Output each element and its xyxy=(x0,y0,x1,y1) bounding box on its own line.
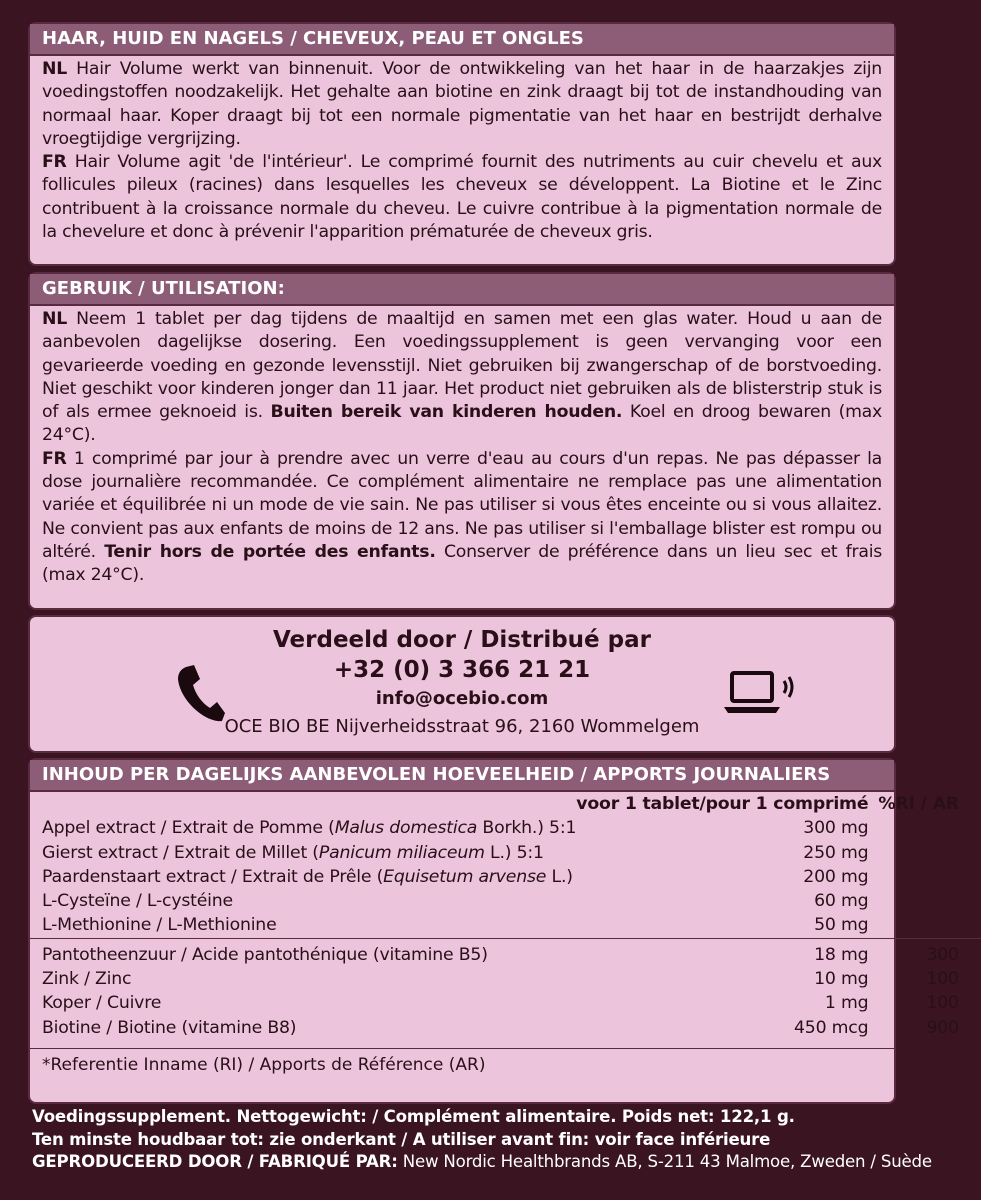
nutrition-row xyxy=(30,865,981,889)
ingredient-name xyxy=(30,938,576,967)
nutrition-panel xyxy=(28,758,959,1104)
benefits-nl-paragraph xyxy=(42,58,882,151)
ingredient-quantity: 10 mg xyxy=(814,969,869,990)
ingredient-quantity: 300 mg xyxy=(803,818,869,839)
nutrition-row xyxy=(30,991,981,1015)
benefits-title: HAAR, HUID EN NAGELS / CHEVEUX, PEAU ET ONGLES xyxy=(30,24,894,56)
fr-tag: FR xyxy=(42,152,67,173)
benefits-nl-text: Hair Volume werkt van binnenuit. Voor de ontwikkeling van het haar in de haarzakjes zijn voedingstoffen noodzakelijk. Het gehalte aan biotine en zink draagt bij tot de instandhouding van normaal haar. Koper draagt bij tot een normale pigmentatie van het haar en bestrijdt derhalve vroegtijdige vergrijzing. xyxy=(42,59,882,149)
benefits-fr-text: Hair Volume agit 'de l'intérieur'. Le comprimé fournit des nutriments au cuir chevelu et aux follicules pileux (racines) dans lesquelles les cheveux se développent. La Biotine et le Zinc contribuent à la croissance normale du cheveu. Le cuivre contribue à la pigmentation normale de la chevelure et donc à prévenir l'apparition prématurée de cheveux gris. xyxy=(42,152,882,243)
ingredient-quantity: 200 mg xyxy=(803,866,869,887)
ingredient-name-text: Paardenstaart extract / Extrait de Prêle ( xyxy=(42,866,384,887)
usage-title: GEBRUIK / UTILISATION: xyxy=(30,274,894,306)
nutrition-footnote: *Referentie Inname (RI) / Apports de Référence (AR) xyxy=(30,1048,894,1077)
ingredient-name xyxy=(30,865,576,889)
ingredient-name-suffix: Borkh.) 5:1 xyxy=(477,818,577,839)
ingredient-ri xyxy=(878,841,980,865)
distributor-address: OCE BIO BE Nijverheidsstraat 96, 2160 Wommelgem xyxy=(224,716,700,737)
ingredient-ri xyxy=(878,889,980,913)
footer-producer xyxy=(32,1151,932,1174)
footer-net-weight: Voedingssupplement. Nettogewicht: / Complément alimentaire. Poids net: 122,1 g. xyxy=(32,1107,795,1126)
nutrition-row xyxy=(30,816,981,840)
distributor-email[interactable]: info@ocebio.com xyxy=(375,688,549,709)
footer-producer-label: GEPRODUCEERD DOOR / FABRIQUÉ PAR: xyxy=(32,1152,398,1171)
ingredient-latin-name: Panicum miliaceum xyxy=(318,842,485,863)
usage-fr-storage: Conserver de préférence dans un lieu sec et frais (max 24°C). xyxy=(42,541,882,586)
usage-nl-paragraph xyxy=(42,308,882,448)
footer-producer-text: New Nordic Healthbrands AB, S-211 43 Malmoe, Zweden / Suède xyxy=(402,1152,932,1171)
usage-panel xyxy=(28,272,896,610)
usage-fr-warning: Tenir hors de portée des enfants. xyxy=(104,541,436,562)
nutrition-row xyxy=(30,938,981,967)
usage-fr-text: 1 comprimé par jour à prendre avec un verre d'eau au cours d'un repas. Ne pas dépasser la dose journalière recommandée. Ce complément alimentaire ne remplace pas une alimentation variée et équilibrée ni un mode de vie sain. Ne pas utiliser si vous êtes enceinte ou si vous allaitez. Ne convient pas aux enfants de moins de 12 ans. Ne pas utiliser si l'emballage blister est rompu ou altéré. xyxy=(42,448,882,562)
ingredient-name xyxy=(30,816,576,840)
nutrition-row xyxy=(30,913,981,938)
ingredient-quantity: 450 mcg xyxy=(793,1017,869,1038)
benefits-panel xyxy=(28,22,896,266)
ingredient-name-text: Koper / Cuivre xyxy=(42,993,162,1014)
ingredient-quantity: 250 mg xyxy=(803,842,869,863)
ingredient-quantity: 1 mg xyxy=(824,993,869,1014)
usage-nl-storage: Koel en droog bewaren (max 24°C). xyxy=(42,402,882,446)
ingredient-quantity: 60 mg xyxy=(814,891,869,912)
distribution-panel xyxy=(28,615,896,753)
fr-tag: FR xyxy=(42,448,67,469)
ingredient-name-text: Appel extract / Extrait de Pomme ( xyxy=(42,818,335,839)
ingredient-ri: 300 xyxy=(878,938,980,967)
ingredient-name-text: Pantotheenzuur / Acide pantothénique (vitamine B5) xyxy=(42,944,488,965)
ingredient-name-text: Biotine / Biotine (vitamine B8) xyxy=(42,1017,297,1038)
ingredient-ri xyxy=(878,816,980,840)
ingredient-name xyxy=(30,841,576,865)
ingredient-ri: 100 xyxy=(926,969,959,990)
benefits-fr-paragraph xyxy=(42,151,882,244)
nutrition-row xyxy=(30,889,981,913)
nutrition-row xyxy=(30,967,981,991)
ingredient-ri xyxy=(878,865,980,889)
nl-tag: NL xyxy=(42,59,67,79)
nutrition-table xyxy=(30,792,981,1040)
ingredient-quantity: 50 mg xyxy=(814,915,869,936)
ingredient-ri xyxy=(878,913,980,938)
laptop-icon xyxy=(722,667,796,715)
distributor-title: Verdeeld door / Distribué par xyxy=(273,627,651,653)
ingredient-name-text: L-Methionine / L-Methionine xyxy=(42,915,277,936)
nutrition-column-headers xyxy=(30,792,981,816)
nutrition-row xyxy=(30,1016,981,1040)
ingredient-name-text: L-Cysteïne / L-cystéine xyxy=(42,891,233,912)
usage-fr-paragraph xyxy=(42,448,882,588)
ingredient-name-text: Gierst extract / Extrait de Millet ( xyxy=(42,842,319,863)
ingredient-ri: 100 xyxy=(926,993,959,1014)
ingredient-name xyxy=(30,967,576,991)
ingredient-latin-name: Malus domestica xyxy=(334,818,478,839)
ingredient-name xyxy=(30,889,576,913)
footer-best-before: Ten minste houdbaar tot: zie onderkant / A utiliser avant fin: voir face inférieure xyxy=(32,1129,771,1149)
usage-nl-text: Neem 1 tablet per dag tijdens de maaltijd en samen met een glas water. Houd u aan de aanbevolen dagelijkse dosering. Een voedingssupplement is geen vervanging voor een gevarieerde voeding en gezonde levensstijl. Niet gebruiken bij zwangerschap of de borstvoeding. Niet geschikt voor kinderen jonger dan 11 jaar. Het product niet gebruiken als de blisterstrip stuk is of als ermee geknoeid is. xyxy=(42,309,883,423)
usage-nl-warning: Buiten bereik van kinderen houden. xyxy=(270,402,623,423)
ingredient-name xyxy=(30,1016,576,1040)
column-per-tablet: voor 1 tablet/pour 1 comprimé xyxy=(576,794,869,814)
ingredient-name xyxy=(30,913,576,938)
nutrition-title: INHOUD PER DAGELIJKS AANBEVOLEN HOEVEELHEID / APPORTS JOURNALIERS xyxy=(30,760,894,792)
usage-body xyxy=(30,306,894,588)
column-ri: %RI / AR xyxy=(878,794,959,814)
ingredient-ri: 900 xyxy=(926,1017,959,1038)
distributor-phone[interactable]: +32 (0) 3 366 21 21 xyxy=(333,657,591,683)
ingredient-name-text: Zink / Zinc xyxy=(42,969,132,990)
ingredient-name-suffix: L.) xyxy=(546,866,573,887)
benefits-body xyxy=(30,56,894,244)
footer xyxy=(32,1106,932,1174)
ingredient-name xyxy=(30,991,576,1015)
ingredient-name-suffix: L.) 5:1 xyxy=(484,842,544,863)
phone-icon xyxy=(172,663,226,723)
nutrition-row xyxy=(30,841,981,865)
ingredient-latin-name: Equisetum arvense xyxy=(383,866,547,887)
ingredient-quantity: 18 mg xyxy=(576,938,878,967)
nl-tag: NL xyxy=(42,309,67,329)
